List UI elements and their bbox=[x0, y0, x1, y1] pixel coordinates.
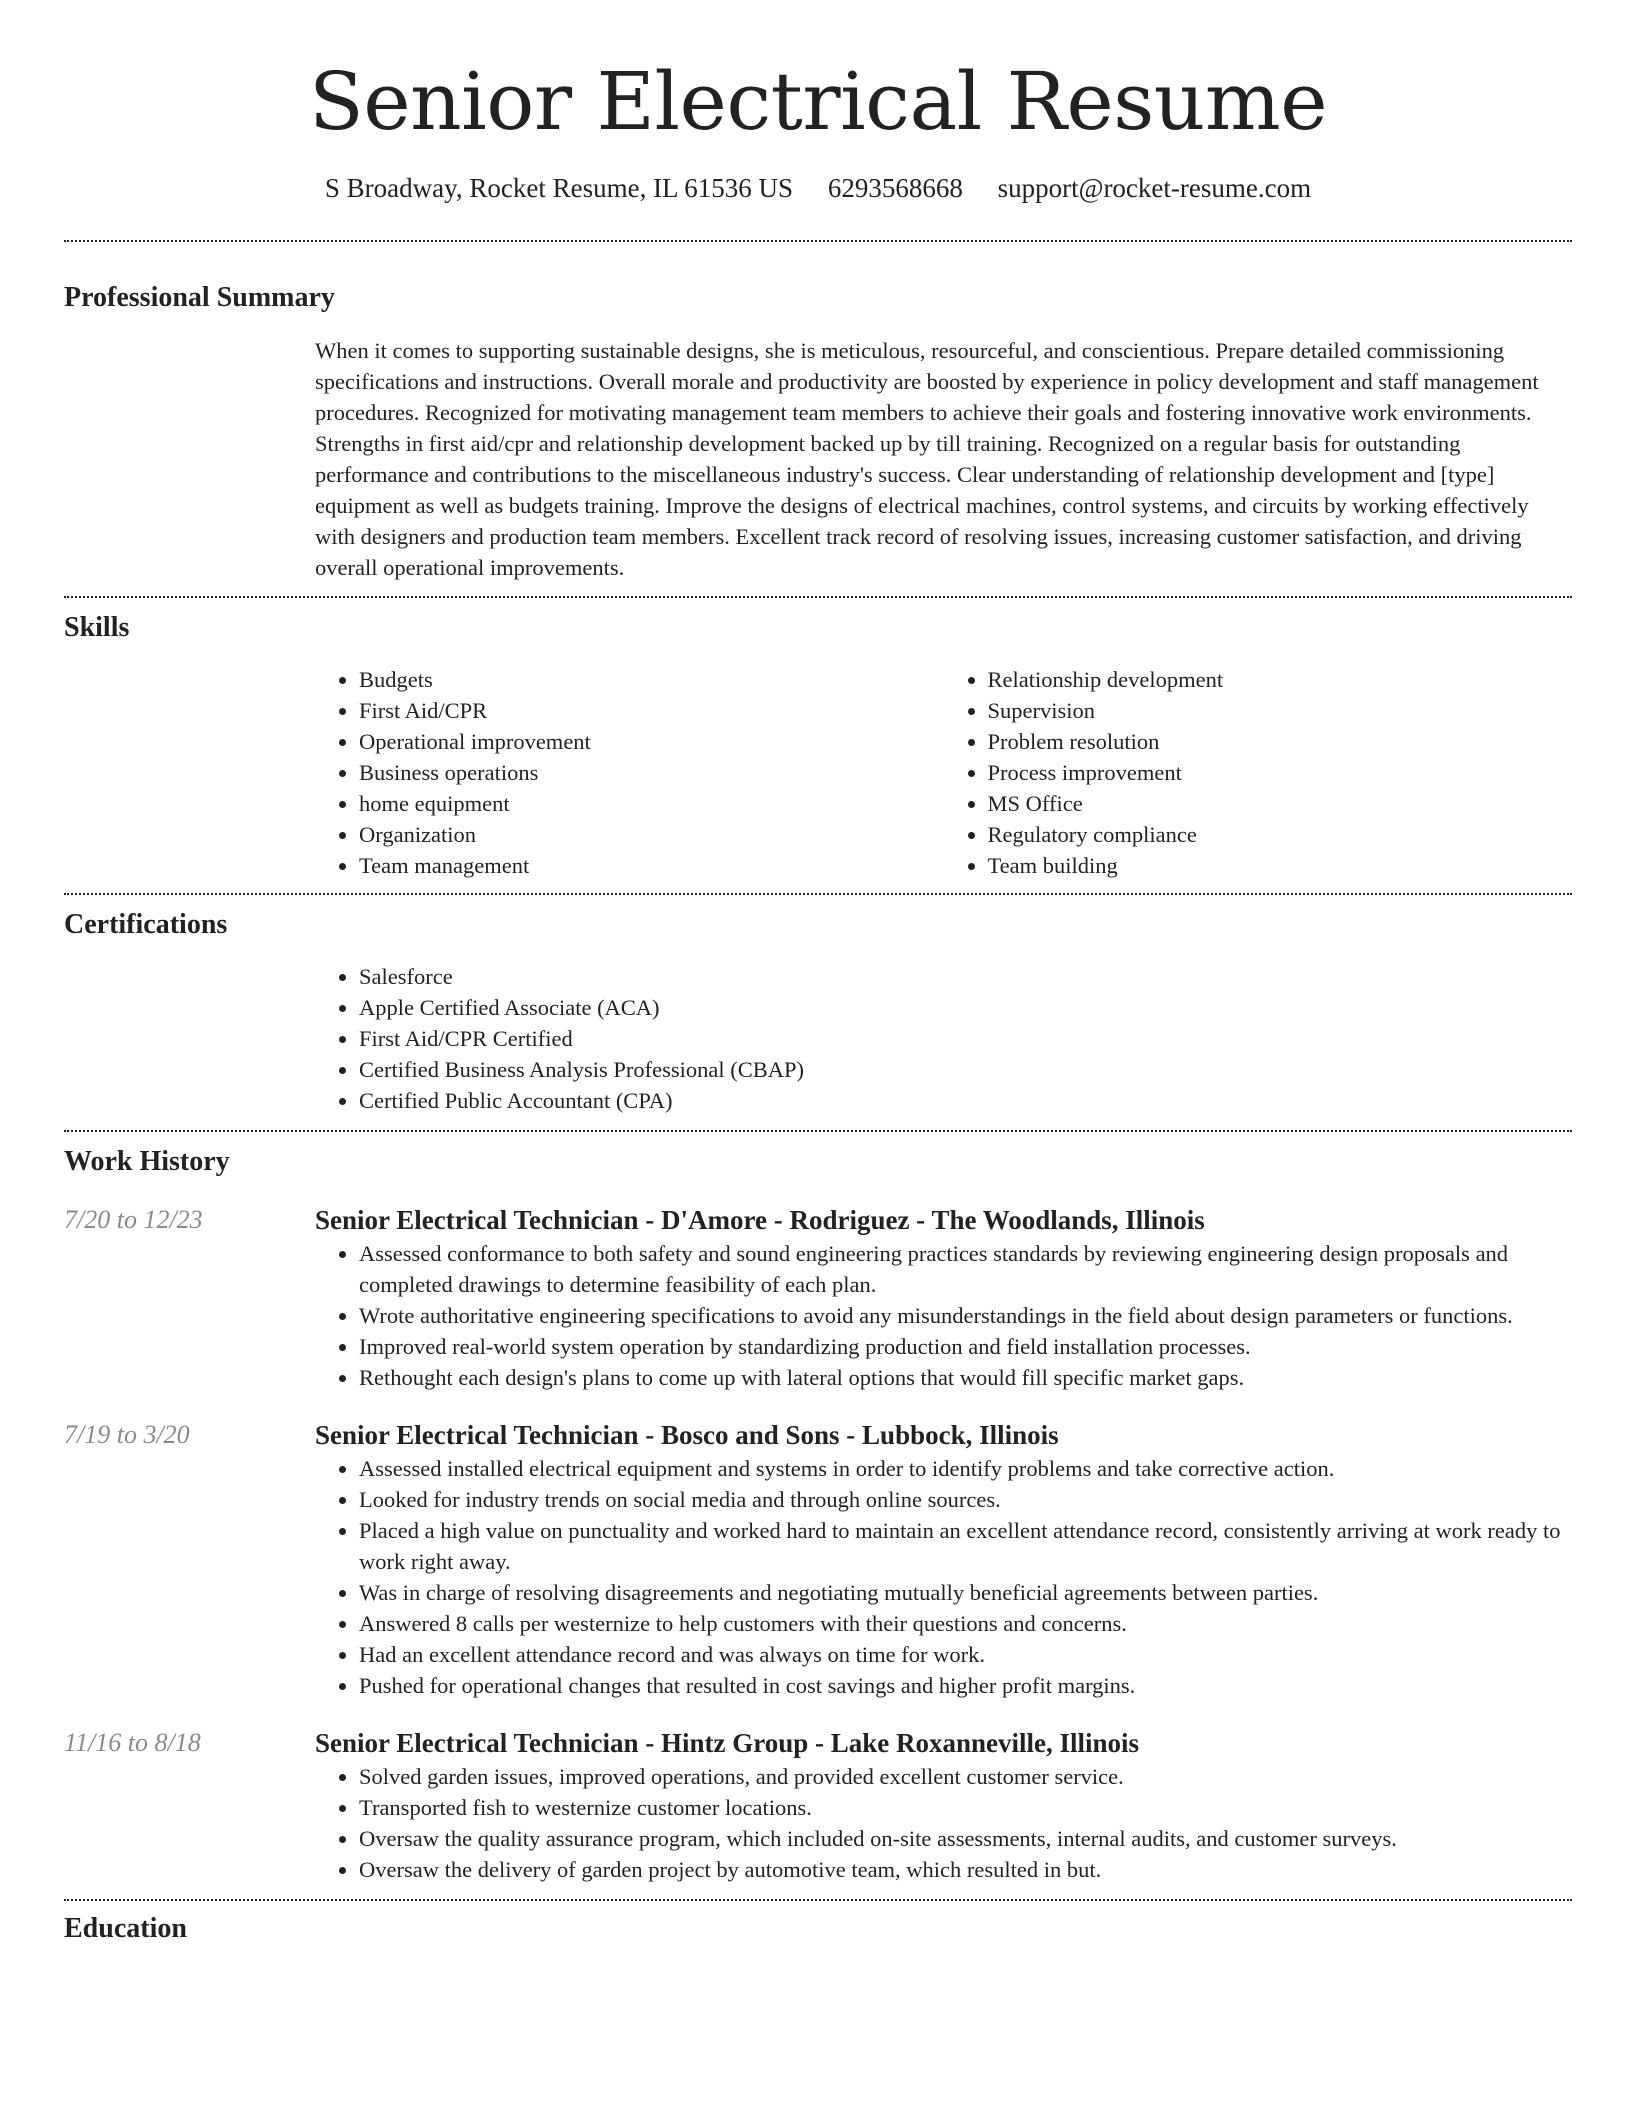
skill-item: • First Aid/CPR bbox=[359, 695, 944, 726]
contact-address: S Broadway, Rocket Resume, IL 61536 US bbox=[324, 173, 794, 203]
job-dates: 7/19 to 3/20 bbox=[64, 1420, 190, 1449]
job-bullet: • Rethought each design's plans to come up with lateral options that would fill specific market gaps. bbox=[359, 1362, 1572, 1393]
job-bullet: • Was in charge of resolving disagreements and negotiating mutually beneficial agreements between parties. bbox=[359, 1577, 1572, 1608]
skill-item: • Operational improvement bbox=[359, 726, 944, 757]
summary-heading: Professional Summary bbox=[64, 282, 335, 313]
job-entry bbox=[64, 1417, 1572, 1701]
job-title: Senior Electrical Technician - D'Amore - Rodriguez - The Woodlands, Illinois bbox=[315, 1205, 1205, 1235]
skill-item: • Relationship development bbox=[988, 664, 1573, 695]
certification-item: • First Aid/CPR Certified bbox=[359, 1023, 1572, 1054]
job-bullets bbox=[315, 1238, 1572, 1393]
job-bullet: • Assessed installed electrical equipment and systems in order to identify problems and take corrective action. bbox=[359, 1453, 1572, 1484]
certification-item: • Salesforce bbox=[359, 961, 1572, 992]
section-divider bbox=[64, 1899, 1572, 1901]
job-bullet: • Oversaw the quality assurance program, which included on-site assessments, internal audits, and customer surveys. bbox=[359, 1823, 1572, 1854]
job-details bbox=[315, 1202, 1572, 1393]
job-bullet: • Pushed for operational changes that resulted in cost savings and higher profit margins. bbox=[359, 1670, 1572, 1701]
contact-email: support@rocket-resume.com bbox=[997, 173, 1312, 203]
skill-item: • Regulatory compliance bbox=[988, 819, 1573, 850]
skills-heading: Skills bbox=[64, 612, 130, 643]
section-divider bbox=[64, 240, 1572, 242]
skill-item: • MS Office bbox=[988, 788, 1573, 819]
job-bullets bbox=[315, 1761, 1572, 1885]
section-divider bbox=[64, 893, 1572, 895]
work-history-heading: Work History bbox=[64, 1146, 230, 1177]
job-bullet: • Placed a high value on punctuality and worked hard to maintain an excellent attendance record, consistently arriving at work ready to work right away. bbox=[359, 1515, 1572, 1577]
job-title: Senior Electrical Technician - Hintz Group - Lake Roxanneville, Illinois bbox=[315, 1728, 1140, 1758]
contact-line bbox=[64, 170, 1572, 206]
job-entry bbox=[64, 1202, 1572, 1393]
job-bullet: • Transported fish to westernize customer locations. bbox=[359, 1792, 1572, 1823]
job-bullet: • Wrote authoritative engineering specifications to avoid any misunderstandings in the field about design parameters or functions. bbox=[359, 1300, 1572, 1331]
certifications-items bbox=[315, 961, 1572, 1116]
job-bullet: • Oversaw the delivery of garden project by automotive team, which resulted in but. bbox=[359, 1854, 1572, 1885]
skill-item: • Business operations bbox=[359, 757, 944, 788]
job-bullet: • Answered 8 calls per westernize to help customers with their questions and concerns. bbox=[359, 1608, 1572, 1639]
certification-item: • Certified Business Analysis Professional (CBAP) bbox=[359, 1054, 1572, 1085]
job-bullets bbox=[315, 1453, 1572, 1701]
job-details bbox=[315, 1417, 1572, 1701]
job-bullet: • Improved real-world system operation by standardizing production and field installation processes. bbox=[359, 1331, 1572, 1362]
job-dates: 7/20 to 12/23 bbox=[64, 1205, 203, 1234]
certifications-list bbox=[315, 961, 1572, 1116]
work-history-list bbox=[64, 1202, 1572, 1885]
job-bullet: • Looked for industry trends on social media and through online sources. bbox=[359, 1484, 1572, 1515]
job-bullet: • Assessed conformance to both safety and sound engineering practices standards by reviewing engineering design proposals and completed drawings to determine feasibility of each plan. bbox=[359, 1238, 1572, 1300]
skills-list bbox=[315, 664, 1572, 881]
skill-item: • Problem resolution bbox=[988, 726, 1573, 757]
skill-item: • Team building bbox=[988, 850, 1573, 881]
job-bullet: • Had an excellent attendance record and was always on time for work. bbox=[359, 1639, 1572, 1670]
job-details bbox=[315, 1725, 1572, 1885]
education-heading: Education bbox=[64, 1913, 187, 1944]
skill-item: • Supervision bbox=[988, 695, 1573, 726]
certifications-heading: Certifications bbox=[64, 909, 228, 940]
resume-title: Senior Electrical Resume bbox=[308, 55, 1328, 148]
job-bullet: • Solved garden issues, improved operations, and provided excellent customer service. bbox=[359, 1761, 1572, 1792]
section-divider bbox=[64, 1130, 1572, 1132]
resume-page bbox=[64, 0, 1572, 1947]
skills-column-right bbox=[944, 664, 1573, 881]
job-title: Senior Electrical Technician - Bosco and Sons - Lubbock, Illinois bbox=[315, 1420, 1059, 1450]
skill-item: • Team management bbox=[359, 850, 944, 881]
skill-item: • Organization bbox=[359, 819, 944, 850]
skill-item: • home equipment bbox=[359, 788, 944, 819]
skills-column-left bbox=[315, 664, 944, 881]
certification-item: • Certified Public Accountant (CPA) bbox=[359, 1085, 1572, 1116]
contact-phone: 6293568668 bbox=[827, 173, 963, 203]
section-divider bbox=[64, 596, 1572, 598]
skill-item: • Budgets bbox=[359, 664, 944, 695]
skill-item: • Process improvement bbox=[988, 757, 1573, 788]
job-entry bbox=[64, 1725, 1572, 1885]
job-dates: 11/16 to 8/18 bbox=[64, 1728, 201, 1757]
certification-item: • Apple Certified Associate (ACA) bbox=[359, 992, 1572, 1023]
summary-text: When it comes to supporting sustainable designs, she is meticulous, resourceful, and conscientious. Prepare detailed commissioning specifications and instructions. Overall morale and productivity are boosted by experience in policy development and staff management procedures. Recognized for motivating management team members to achieve their goals and fostering innovative work environments. Strengths in first aid/cpr and relationship development backed up by till training. Recognized on a regular basis for outstanding performance and contributions to the miscellaneous industry's success. Clear understanding of relationship development and [type] equipment as well as budgets training. Improve the designs of electrical machines, control systems, and circuits by working effectively with designers and production team members. Excellent track record of resolving issues, increasing customer satisfaction, and driving overall operational improvements. bbox=[315, 338, 1539, 580]
